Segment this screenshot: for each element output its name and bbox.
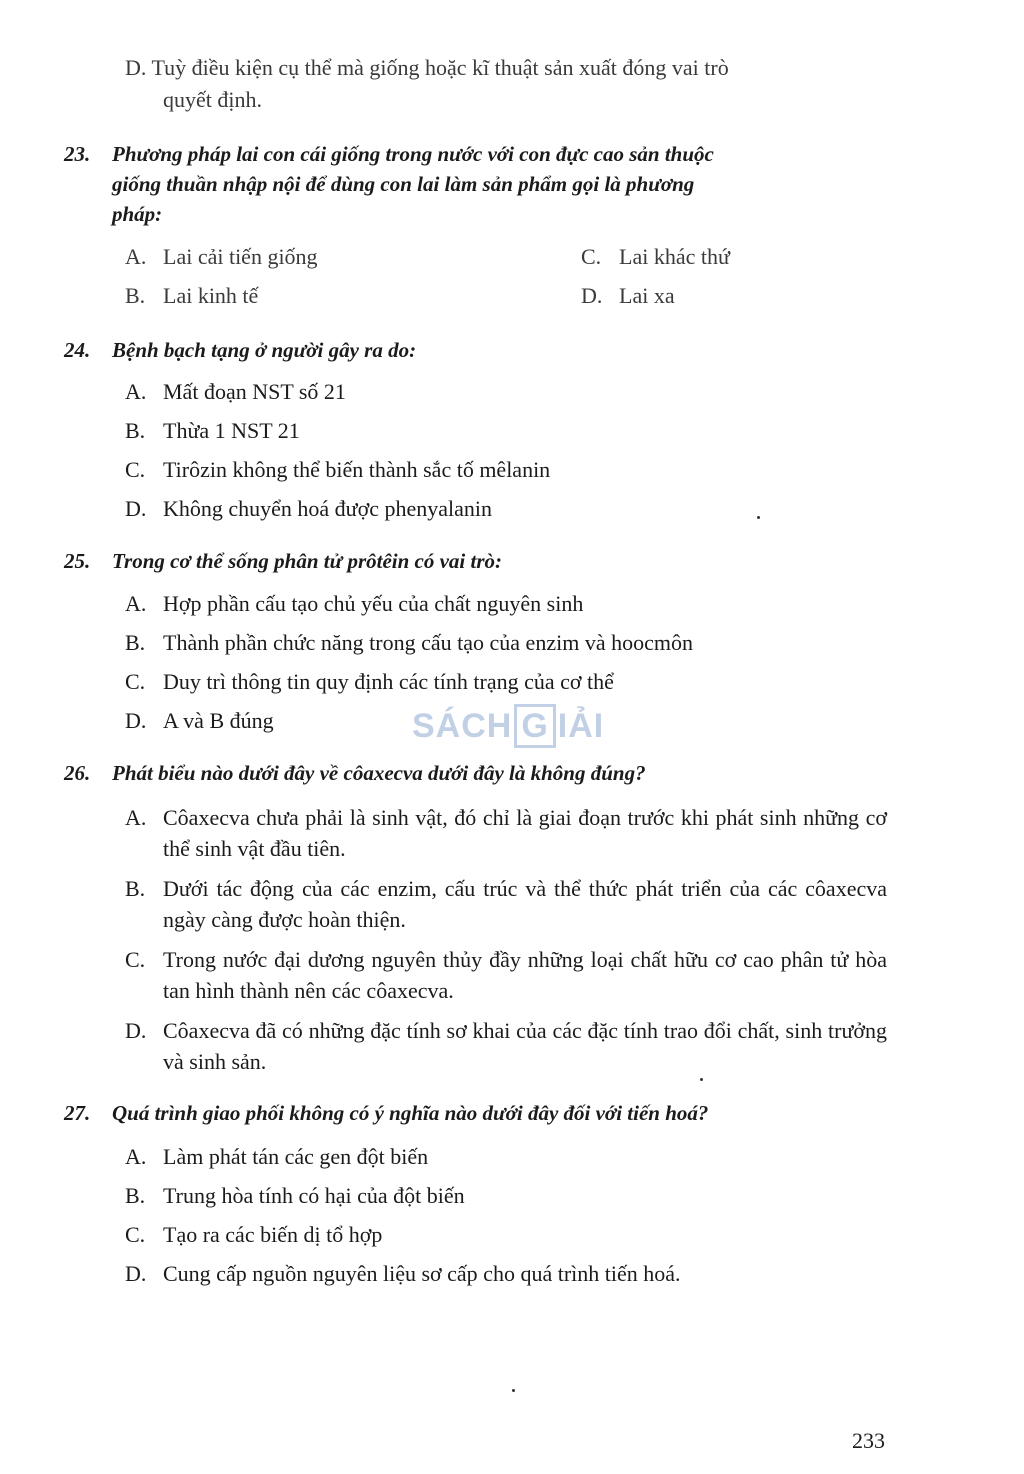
option-letter: C. — [125, 669, 146, 694]
option-letter: A. — [125, 591, 147, 616]
watermark-logo — [412, 704, 622, 752]
option-letter: D. — [581, 283, 603, 308]
option-text: Thành phần chức năng trong cấu tạo của enzim và hoocmôn — [163, 630, 693, 655]
question-number: 25. — [64, 549, 91, 573]
scan-speck — [512, 1389, 515, 1392]
scan-speck — [700, 1078, 703, 1081]
option-letter: C. — [125, 947, 146, 972]
option-letter: A. — [125, 244, 147, 269]
question-25 — [64, 547, 502, 575]
q27-option-c — [125, 1221, 382, 1249]
question-23-line2: giống thuần nhập nội để dùng con lai làm sản phẩm gọi là phương — [112, 172, 695, 196]
option-letter: A. — [125, 805, 147, 830]
option-text: Trung hòa tính có hại của đột biến — [163, 1183, 465, 1208]
q25-option-a — [125, 590, 583, 618]
option-letter: D. — [125, 1261, 147, 1286]
question-text: Quá trình giao phối không có ý nghĩa nào dưới đây đối với tiến hoá? — [112, 1101, 709, 1125]
q22-option-d-line2: quyết định. — [163, 87, 262, 112]
q24-option-a — [125, 378, 346, 406]
option-text: Lai xa — [619, 283, 675, 308]
option-letter: C. — [125, 1222, 146, 1247]
option-text: Lai cải tiến giống — [163, 244, 318, 269]
option-text: Côaxecva chưa phải là sinh vật, đó chỉ là giai đoạn trước khi phát sinh những cơ thể sinh vật đầu tiên. — [163, 805, 887, 861]
q26-option-c — [125, 944, 887, 1006]
q27-option-a — [125, 1143, 428, 1171]
option-letter: D. — [125, 708, 147, 733]
q24-option-d — [125, 495, 492, 523]
option-text: Thừa 1 NST 21 — [163, 418, 300, 443]
option-text: Không chuyển hoá được phenyalanin — [163, 496, 493, 521]
page-number: 233 — [852, 1428, 885, 1453]
option-letter: B. — [125, 1183, 146, 1208]
option-letter: C. — [581, 244, 602, 269]
q26-option-d — [125, 1015, 887, 1077]
question-23-line3: pháp: — [112, 202, 163, 226]
option-letter: B. — [125, 283, 146, 308]
question-text-line1: Phương pháp lai con cái giống trong nước với con đực cao sản thuộc — [112, 142, 714, 166]
option-text: Cung cấp nguồn nguyên liệu sơ cấp cho quá trình tiến hoá. — [163, 1261, 681, 1286]
question-26 — [64, 759, 646, 787]
q23-option-c — [581, 243, 730, 271]
option-text: Lai khác thứ — [619, 244, 730, 269]
q25-option-c — [125, 668, 614, 696]
question-27 — [64, 1099, 708, 1127]
question-23 — [64, 140, 714, 168]
option-text: Tạo ra các biến dị tổ hợp — [163, 1222, 383, 1247]
q23-option-a — [125, 243, 318, 271]
option-letter: B. — [125, 630, 146, 655]
q25-option-d — [125, 707, 274, 735]
question-number: 27. — [64, 1101, 91, 1125]
option-text: Tirôzin không thể biến thành sắc tố mêlanin — [163, 457, 551, 482]
option-text: Hợp phần cấu tạo chủ yếu của chất nguyên sinh — [163, 591, 584, 616]
option-letter: D. — [125, 496, 147, 521]
option-letter: B. — [125, 876, 146, 901]
option-text: Côaxecva đã có những đặc tính sơ khai của các đặc tính trao đổi chất, sinh trưởng và sinh sản. — [163, 1018, 887, 1074]
scan-speck — [757, 516, 760, 519]
option-text: Lai kinh tế — [163, 283, 259, 308]
question-text: Phát biểu nào dưới đây về côaxecva dưới đây là không đúng? — [112, 761, 646, 785]
question-number: 23. — [64, 142, 91, 166]
q22-option-d-line1: D. Tuỳ điều kiện cụ thể mà giống hoặc kĩ thuật sản xuất đóng vai trò — [125, 55, 729, 80]
q23-option-d — [581, 282, 675, 310]
watermark-text-left: SÁCH — [412, 707, 513, 745]
q27-option-d — [125, 1260, 681, 1288]
q23-option-b — [125, 282, 258, 310]
option-letter: A. — [125, 379, 147, 404]
question-24 — [64, 336, 416, 364]
option-letter: A. — [125, 1144, 147, 1169]
q24-option-c — [125, 456, 550, 484]
question-text: Trong cơ thể sống phân tử prôtêin có vai trò: — [112, 549, 503, 573]
q24-option-b — [125, 417, 300, 445]
option-text: Làm phát tán các gen đột biến — [163, 1144, 429, 1169]
option-text: Dưới tác động của các enzim, cấu trúc và thể thức phát triển của các côaxecva ngày càng được hoàn thiện. — [163, 876, 887, 932]
option-text: Trong nước đại dương nguyên thủy đầy những loại chất hữu cơ cao phân tử hòa tan hình thành nên các côaxecva. — [163, 947, 887, 1003]
option-letter: D. — [125, 1018, 147, 1043]
question-number: 26. — [64, 761, 91, 785]
watermark-text-right: IẢI — [557, 707, 605, 745]
option-letter: B. — [125, 418, 146, 443]
option-text: Mất đoạn NST số 21 — [163, 379, 346, 404]
option-text: Duy trì thông tin quy định các tính trạng của cơ thể — [163, 669, 614, 694]
q27-option-b — [125, 1182, 465, 1210]
q26-option-a — [125, 802, 887, 864]
question-text: Bệnh bạch tạng ở người gây ra do: — [112, 338, 417, 362]
watermark-box-letter: G — [514, 704, 555, 748]
question-number: 24. — [64, 338, 91, 362]
option-text: A và B đúng — [163, 708, 274, 733]
q26-option-b — [125, 873, 887, 935]
option-letter: C. — [125, 457, 146, 482]
q25-option-b — [125, 629, 693, 657]
